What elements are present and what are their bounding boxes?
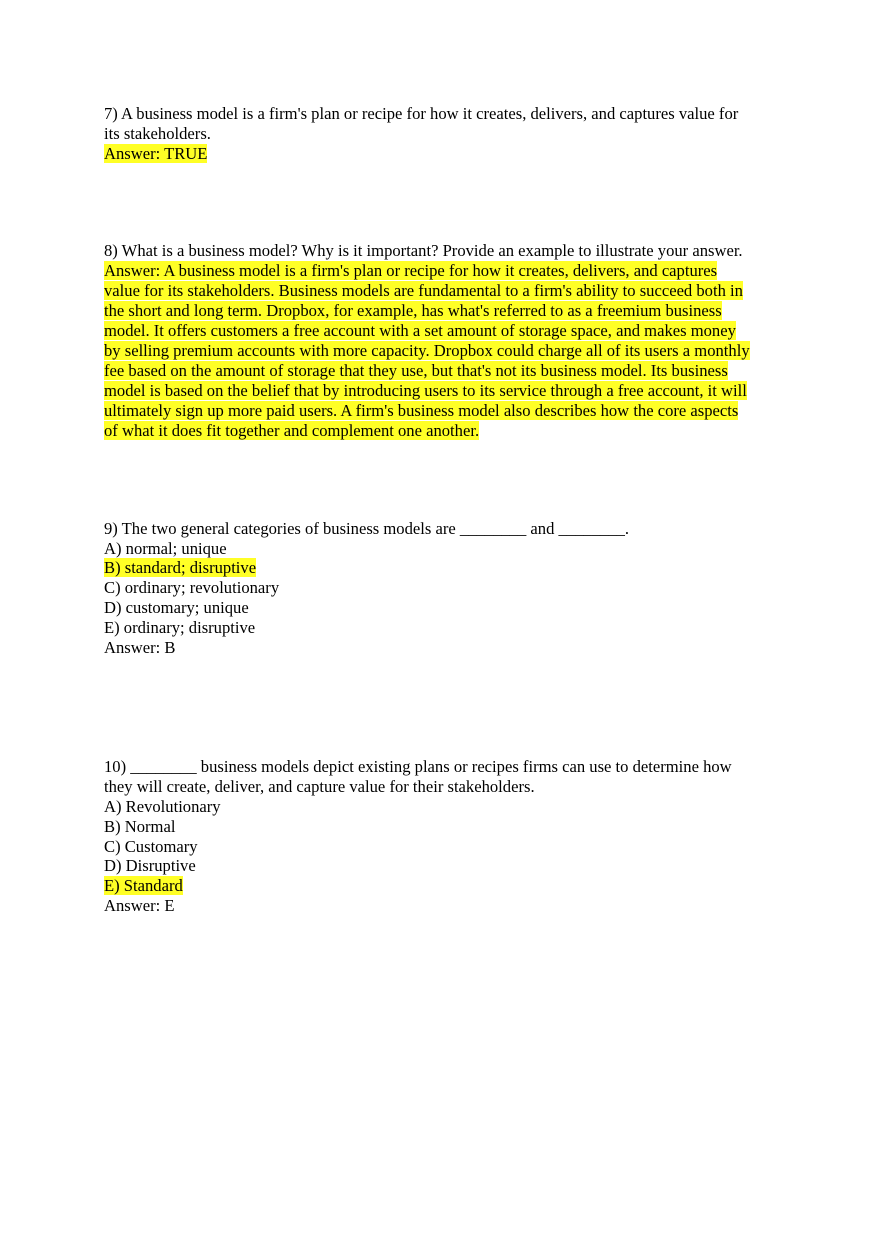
option-b: B) Normal — [104, 817, 176, 836]
answer-line — [104, 421, 479, 441]
question-stem-line: 9) The two general categories of business models are ________ and ________. — [104, 519, 630, 538]
option-b — [104, 558, 256, 578]
question-stem-line: 7) A business model is a firm's plan or recipe for how it creates, delivers, and captures value for — [104, 104, 739, 123]
answer-highlight: model is based on the belief that by introducing users to its service through a free account, it will — [104, 381, 747, 400]
answer-highlight: value for its stakeholders. Business models are fundamental to a firm's ability to succeed both in — [104, 281, 743, 300]
correct-option-highlight: B) standard; disruptive — [104, 558, 257, 577]
answer-line — [104, 341, 750, 361]
answer-line — [104, 261, 717, 281]
answer-line — [104, 401, 738, 421]
answer-line — [104, 144, 207, 164]
answer-line — [104, 381, 747, 401]
question-stem-line: they will create, deliver, and capture value for their stakeholders. — [104, 777, 535, 796]
answer-line — [104, 361, 728, 381]
answer-highlight: by selling premium accounts with more capacity. Dropbox could charge all of its users a monthly — [104, 341, 750, 360]
option-d: D) customary; unique — [104, 598, 249, 617]
question-stem-line: 10) ________ business models depict existing plans or recipes firms can use to determine how — [104, 757, 732, 776]
answer-line — [104, 301, 722, 321]
option-a: A) Revolutionary — [104, 797, 221, 816]
option-e: E) ordinary; disruptive — [104, 618, 256, 637]
option-c: C) ordinary; revolutionary — [104, 578, 280, 597]
option-c: C) Customary — [104, 837, 198, 856]
question-stem-line: 8) What is a business model? Why is it important? Provide an example to illustrate your answer. — [104, 241, 743, 260]
answer-line: Answer: E — [104, 896, 175, 915]
answer-highlight: model. It offers customers a free account with a set amount of storage space, and makes money — [104, 321, 736, 340]
option-e — [104, 876, 183, 896]
option-a: A) normal; unique — [104, 539, 227, 558]
option-d: D) Disruptive — [104, 856, 196, 875]
answer-highlight: ultimately sign up more paid users. A firm's business model also describes how the core aspects — [104, 401, 739, 420]
question-stem-line: its stakeholders. — [104, 124, 211, 143]
answer-line — [104, 281, 743, 301]
correct-option-highlight: E) Standard — [104, 876, 183, 895]
answer-line: Answer: B — [104, 638, 176, 657]
answer-highlight: fee based on the amount of storage that they use, but that's not its business model. Its business — [104, 361, 728, 380]
answer-highlight: Answer: TRUE — [104, 144, 208, 163]
answer-highlight: of what it does fit together and complement one another. — [104, 421, 480, 440]
answer-highlight: Answer: A business model is a firm's plan or recipe for how it creates, delivers, and captures — [104, 261, 718, 280]
answer-highlight: the short and long term. Dropbox, for example, has what's referred to as a freemium business — [104, 301, 722, 320]
answer-line — [104, 321, 736, 341]
